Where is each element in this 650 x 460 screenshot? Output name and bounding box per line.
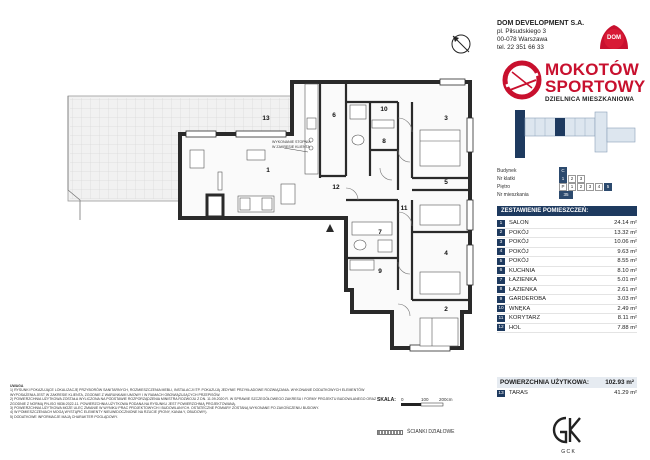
company-name: DOM DEVELOPMENT S.A.: [497, 20, 585, 27]
staircase-cell: 2: [568, 175, 576, 183]
notes-header: UWAGA: [10, 384, 24, 388]
room-name: KORYTARZ: [509, 315, 541, 322]
company-info: [497, 20, 584, 52]
building-minimap: [515, 108, 640, 160]
scale-tick-0: 0: [401, 397, 404, 402]
attr-building: [497, 167, 613, 175]
room-label-9: 9: [378, 268, 382, 275]
legend-label: ŚCIANKI DZIAŁOWE: [407, 429, 455, 435]
terrace-row: [497, 389, 637, 398]
room-label-6: 6: [332, 112, 336, 119]
brand-tagline: DZIELNICA MIESZKANIOWA: [545, 96, 635, 103]
room-name: POKÓJ: [509, 239, 529, 246]
gck-logo: [548, 414, 588, 456]
step-note-2: W ZAKRESIE KLIENTA: [272, 145, 310, 149]
room-label-10: 10: [380, 106, 388, 113]
room-name: WNĘKA: [509, 305, 531, 312]
room-number: 13: [498, 390, 504, 396]
north-arrow-icon: [452, 35, 470, 53]
note-item: 2) POWIERZCHNIA UŻYTKOWA ZOSTAŁA WYLICZONA NA PODSTAWIE ROZPORZĄDZENIA MINISTRA ROZWOJU Z DN. 11.09.2020 R. W SPRAWIE SZCZEGÓŁOWEGO ZAKRESU I FORMY PROJEKTU BUDOWLANEGO ORAZ ZGODNIE Z NORMĄ PN-ISO 9836:2022-11. POWIERZCHNIA UŻYTKOWA PODANA NA RYSUNKU JEST POWIERZCHNIĄ PROJEKTOWANĄ.: [10, 397, 377, 406]
room-area: 41.29 m²: [614, 390, 637, 397]
room-row: [497, 305, 637, 315]
room-label-2: 2: [444, 306, 448, 313]
room-name: TARAS: [509, 390, 528, 397]
attr-apartment-label: Nr mieszkania: [497, 192, 529, 198]
room-area: 10.06 m²: [614, 239, 637, 246]
room-number: 6: [497, 267, 505, 274]
room-area: 9.63 m²: [617, 248, 637, 255]
room-name: POKÓJ: [509, 229, 529, 236]
room-name: POKÓJ: [509, 258, 529, 265]
attr-apartment: [497, 191, 613, 199]
room-label-3: 3: [444, 115, 448, 122]
room-area: 2.61 m²: [617, 286, 637, 293]
scale-tick-200: 200cm: [439, 397, 453, 402]
room-area: 7.88 m²: [617, 324, 637, 331]
room-row: [497, 276, 637, 286]
room-area: 8.10 m²: [617, 267, 637, 274]
room-area: 8.55 m²: [617, 258, 637, 265]
room-name: POKÓJ: [509, 248, 529, 255]
building-cell: C: [559, 167, 567, 175]
room-number: 2: [497, 229, 505, 236]
room-label-5: 5: [444, 179, 448, 186]
room-row: [497, 324, 637, 334]
entrance-marker: [326, 224, 334, 232]
scale-label: SKALA:: [377, 397, 396, 403]
room-label-13: 13: [262, 115, 270, 122]
total-area-value: 102.93 m²: [605, 379, 634, 386]
room-name: ŁAZIENKA: [509, 286, 538, 293]
rooms-header: ZESTAWIENIE POMIESZCZEŃ:: [497, 206, 637, 216]
note-item: 1) RYSUNKI POKAZUJĄCE LOKALIZACJĘ PRZYBORÓW SANITARNYCH, ROZMIESZCZENIA MEBLI, INSTALACJI ITP. POKAZUJĄ JEDYNIE PRZYKŁADOWE ROZWIĄZANIA. WYKONANIE DODATKOWYCH ELEMENTÓW WYPOSAŻENIA JEST W ZAKRESIE KLIENTA, ZGODNIE Z WARUNKAMI UMOWY I W RAMACH OBOWIĄZUJĄCYCH PRZEPISÓW.: [10, 388, 365, 397]
kitchen-furniture: [305, 84, 318, 174]
floor-cell: 1: [568, 183, 576, 191]
room-row: [497, 267, 637, 277]
room-number: 7: [497, 277, 505, 284]
room-row: [497, 286, 637, 296]
room-row: [497, 238, 637, 248]
room-number: 5: [497, 258, 505, 265]
step-note: WYKONANIE STOPNIA: [272, 140, 311, 144]
floor-cell: P: [559, 183, 567, 191]
attr-floor-label: Piętro: [497, 184, 511, 190]
total-area-label: POWIERZCHNIA UŻYTKOWA:: [500, 379, 589, 386]
rooms-list: [497, 219, 637, 333]
attr-floor: [497, 183, 613, 191]
company-city: 00-078 Warszawa: [497, 36, 548, 43]
room-area: 2.49 m²: [617, 305, 637, 312]
legend: [377, 429, 455, 435]
floor-cell: 4: [595, 183, 603, 191]
room-label-1: 1: [266, 167, 270, 174]
room-row: [497, 389, 637, 398]
brand-line-1: MOKOTÓW: [545, 60, 639, 79]
partition-wall-swatch-icon: [377, 430, 403, 435]
room-name: ŁAZIENKA: [509, 277, 538, 284]
dom-logo: [594, 21, 634, 51]
room-number: 12: [498, 325, 504, 331]
room-area: 24.14 m²: [614, 220, 637, 227]
note-item: 4) W POMIESZCZENIACH MOGĄ WYSTĄPIĆ ELEMENTY NIEUWIDOCZNIONE NA RZUCIE (PIONY, KANAŁY, OBUDOWY).: [10, 410, 208, 415]
staircase-cell: 1: [559, 175, 567, 183]
company-street: pl. Piłsudskiego 3: [497, 28, 547, 35]
room-number: 3: [497, 239, 505, 246]
room-area: 13.32 m²: [614, 229, 637, 236]
attr-building-label: Budynek: [497, 168, 517, 174]
apartment-cell: 35: [559, 191, 573, 199]
notes: [10, 384, 378, 419]
floor-cell: 2: [577, 183, 585, 191]
brand-emblem-icon: [502, 60, 542, 100]
scale-bar: [377, 395, 457, 409]
room-number: 4: [497, 248, 505, 255]
room-label-11: 11: [400, 205, 408, 212]
room-name: GARDEROBA: [509, 296, 547, 303]
room-label-7: 7: [378, 229, 382, 236]
room-name: KUCHNIA: [509, 267, 536, 274]
company-phone: tel. 22 351 66 33: [497, 44, 544, 51]
floor-cell: 3: [586, 183, 594, 191]
room-area: 8.11 m²: [617, 315, 637, 322]
room-row: [497, 248, 637, 258]
room-name: SALON: [509, 220, 529, 227]
floor-cell: 5: [604, 183, 612, 191]
room-number: 11: [498, 315, 504, 321]
dom-logo-text: DOM: [607, 35, 621, 41]
total-area: [497, 377, 637, 388]
room-row: [497, 314, 637, 324]
room-row: [497, 295, 637, 305]
attr-staircase: [497, 175, 613, 183]
room-label-8: 8: [382, 138, 386, 145]
room-area: 5.01 m²: [617, 277, 637, 284]
room-row: [497, 219, 637, 229]
attr-staircase-label: Nr klatki: [497, 176, 516, 182]
scale-tick-100: 100: [421, 397, 429, 402]
room-number: 1: [497, 220, 505, 227]
gck-text: G C K: [561, 449, 575, 455]
room-number: 9: [497, 296, 505, 303]
room-label-4: 4: [444, 250, 448, 257]
apartment-attributes: [497, 167, 613, 199]
room-number: 10: [498, 306, 504, 312]
note-item: 5) DODATKOWE INFORMACJE MAJĄ CHARAKTER POGLĄDOWY.: [10, 414, 118, 419]
scale-bar-graphic: [399, 395, 457, 409]
room-number: 8: [497, 286, 505, 293]
room-row: [497, 229, 637, 239]
note-item: 3) POWIERZCHNIA UŻYTKOWA MOŻE ULEC ZMIANIE W WYNIKU PRAC PROJEKTOWYCH I BUDOWLANYCH. OSTATECZNE POMIARY ZOSTANĄ WYKONANE PO ZAKOŃCZENIU BUDOWY.: [10, 406, 320, 411]
room-row: [497, 257, 637, 267]
staircase-cell: 3: [577, 175, 585, 183]
room-label-12: 12: [332, 184, 340, 191]
room-area: 3.03 m²: [617, 296, 637, 303]
brand-logo: [502, 56, 646, 112]
brand-line-2: SPORTOWY: [545, 77, 646, 96]
room-name: HOL: [509, 324, 521, 331]
